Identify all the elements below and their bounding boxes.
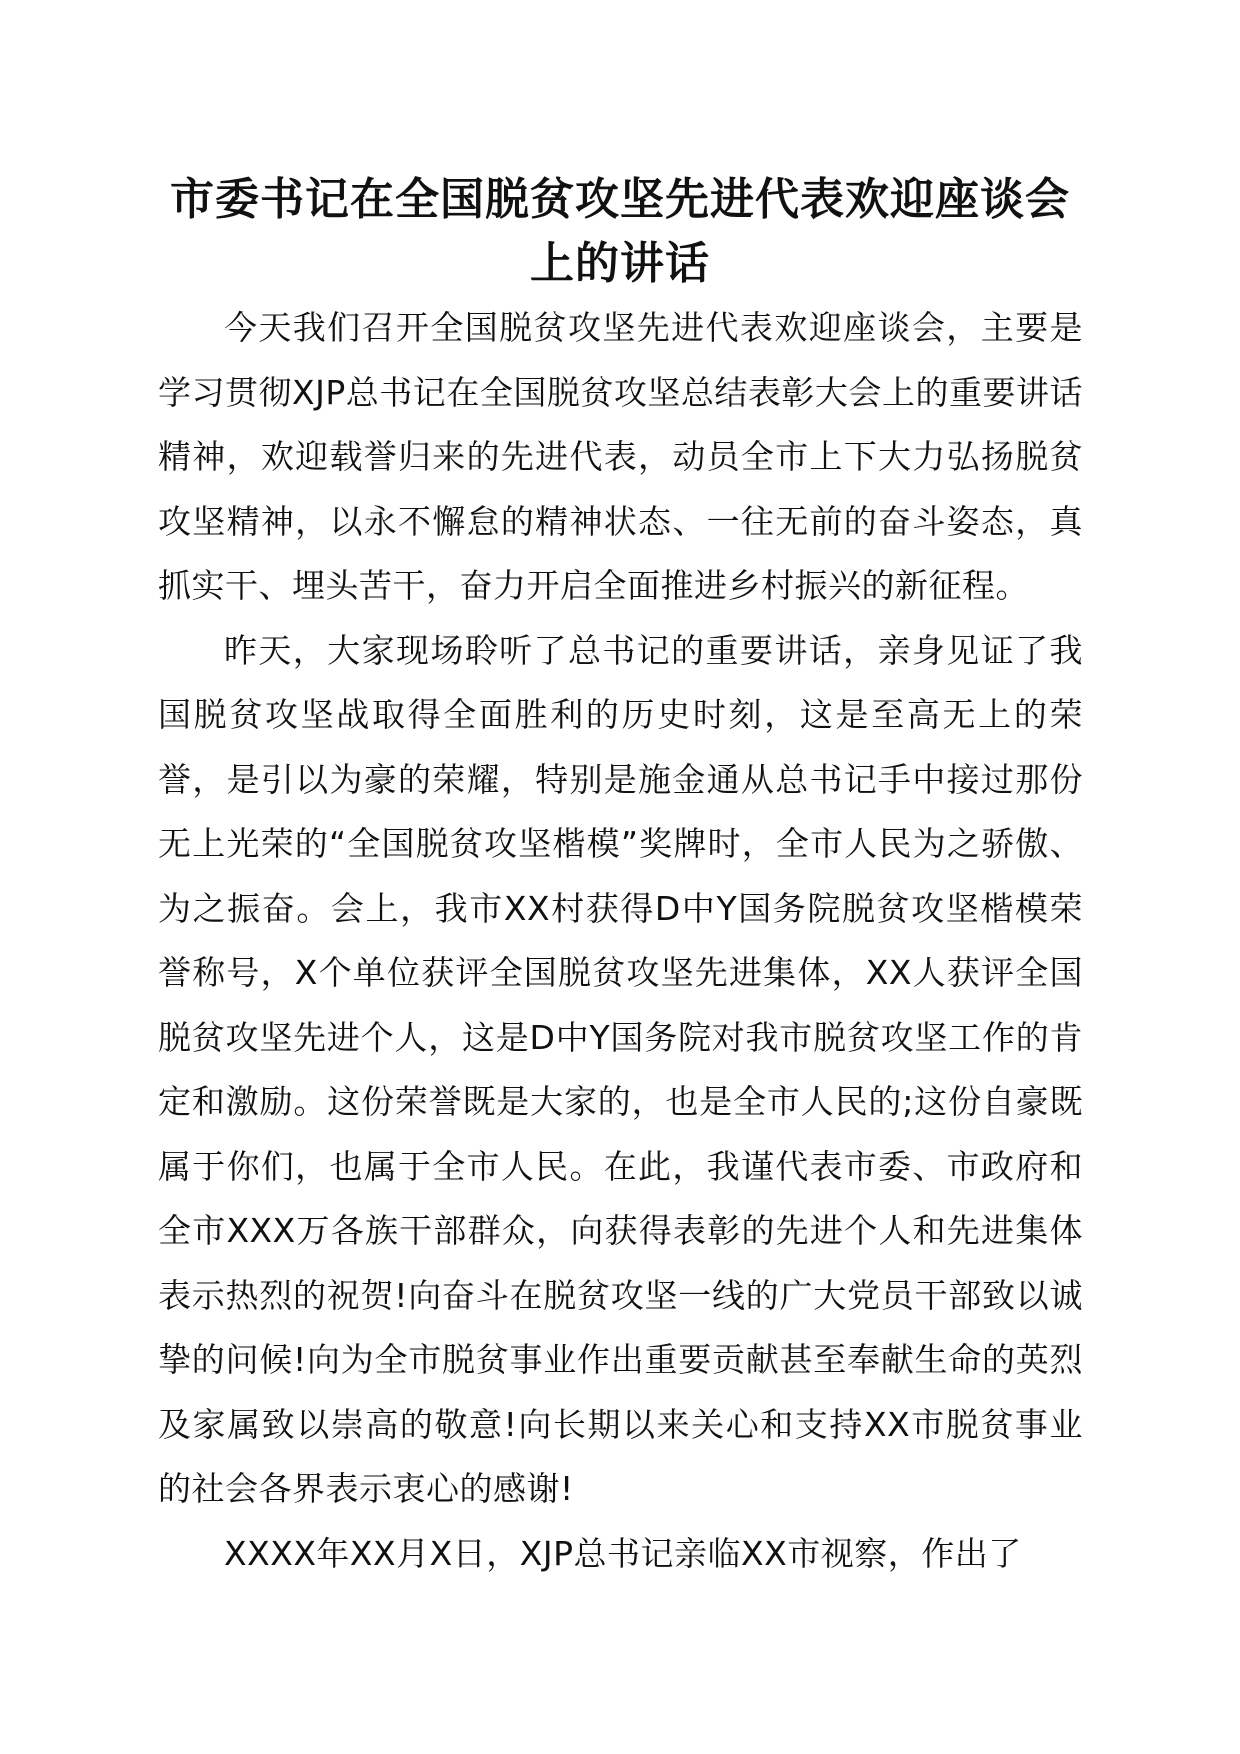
paragraph-1: 今天我们召开全国脱贫攻坚先进代表欢迎座谈会，主要是学习贯彻XJP总书记在全国脱贫攻坚总结表彰大会上的重要讲话精神，欢迎载誉归来的先进代表，动员全市上下大力弘扬脱贫攻坚精神，以永不懈怠的精神状态、一往无前的奋斗姿态，真抓实干、埋头苦干，奋力开启全面推进乡村振兴的新征程。 [158,308,1083,605]
paragraph-2: 昨天，大家现场聆听了总书记的重要讲话，亲身见证了我国脱贫攻坚战取得全面胜利的历史时刻，这是至高无上的荣誉，是引以为豪的荣耀，特别是施金通从总书记手中接过那份无上光荣的“全国脱贫攻坚楷模”奖牌时，全市人民为之骄傲、为之振奋。会上，我市XX村获得D中Y国务院脱贫攻坚楷模荣誉称号，X个单位获评全国脱贫攻坚先进集体，XX人获评全国脱贫攻坚先进个人，这是D中Y国务院对我市脱贫攻坚工作的肯定和激励。这份荣誉既是大家的，也是全市人民的;这份自豪既属于你们，也属于全市人民。在此，我谨代表市委、市政府和全市XXX万各族干部群众，向获得表彰的先进个人和先进集体表示热烈的祝贺!向奋斗在脱贫攻坚一线的广大党员干部致以诚挚的问候!向为全市脱贫事业作出重要贡献甚至奉献生命的英烈及家属致以崇高的敬意!向长期以来关心和支持XX市脱贫事业的社会各界表示衷心的感谢! [158,630,1083,1508]
document-title: 市委书记在全国脱贫攻坚先进代表欢迎座谈会上的讲话 [170,174,1070,289]
paragraph-3: XXXX年XX月X日，XJP总书记亲临XX市视察，作出了 [224,1533,1022,1573]
document-body [158,296,1083,1586]
